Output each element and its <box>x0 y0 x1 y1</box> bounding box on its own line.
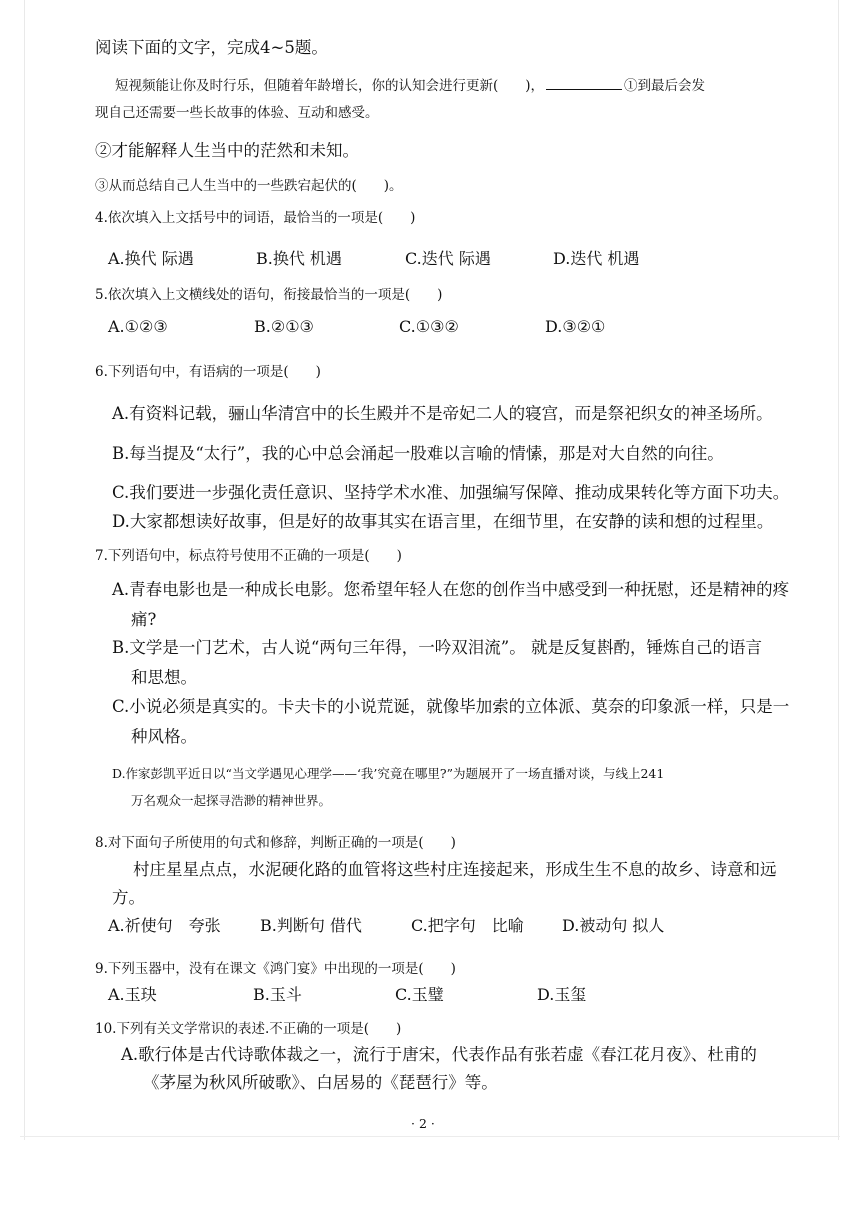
q8-option-a: A.祈使句 夸张 <box>108 916 221 935</box>
q10-option-a-line-2: 《茅屋为秋风所破歌》、白居易的《琵琶行》等。 <box>143 1073 498 1092</box>
q6-stem: 6.下列语句中，有语病的一项是( ) <box>95 364 321 380</box>
q7-option-a-line-1: A.青春电影也是一种成长电影。您希望年轻人在您的创作当中感受到一种抚慰，还是精神的疼 <box>112 580 790 599</box>
q6-option-b: B.每当提及“太行”，我的心中总会涌起一股难以言喻的情愫，那是对大自然的向往。 <box>112 444 724 463</box>
passage-sentence-3: ③从而总结自己人生当中的一些跌宕起伏的( )。 <box>95 178 403 194</box>
q7-option-a-line-2: 痛? <box>131 610 157 629</box>
q6-option-a: A.有资料记载，骊山华清宫中的长生殿并不是帝妃二人的寝宫，而是祭祀织女的神圣场所。 <box>112 404 773 423</box>
passage-intro: 阅读下面的文字，完成4~5题。 <box>95 38 328 57</box>
passage-sentence-2: ②才能解释人生当中的茫然和未知。 <box>95 141 359 160</box>
q6-option-c: C.我们要进一步强化责任意识、坚持学术水准、加强编写保障、推动成果转化等方面下功夫。 <box>112 483 790 502</box>
q8-text-line-2: 方。 <box>112 888 145 907</box>
q5-option-b: B.②①③ <box>254 317 314 336</box>
q7-option-b-line-1: B.文学是一门艺术，古人说“两句三年得，一吟双泪流”。 就是反复斟酌，锤炼自己的语言 <box>112 638 762 657</box>
q9-option-b: B.玉斗 <box>253 985 302 1004</box>
q8-option-c: C.把字句 比喻 <box>411 916 524 935</box>
q5-option-a: A.①②③ <box>108 317 168 336</box>
q8-stem: 8.对下面句子所使用的句式和修辞，判断正确的一项是( ) <box>95 835 456 851</box>
q8-option-b: B.判断句 借代 <box>260 916 362 935</box>
q4-option-c: C.迭代 际遇 <box>405 249 491 268</box>
fill-blank <box>546 74 622 90</box>
q7-option-c-line-2: 种风格。 <box>131 727 197 746</box>
q9-option-d: D.玉玺 <box>537 985 587 1004</box>
q7-option-c-line-1: C.小说必须是真实的。卡夫卡的小说荒诞，就像毕加索的立体派、莫奈的印象派一样，只是一 <box>112 697 790 716</box>
q4-option-d: D.迭代 机遇 <box>553 249 640 268</box>
q9-option-a: A.玉玦 <box>108 985 157 1004</box>
q7-stem: 7.下列语句中，标点符号使用不正确的一项是( ) <box>95 548 402 564</box>
q7-option-b-line-2: 和思想。 <box>131 668 197 687</box>
passage-line-2: 现自己还需要一些长故事的体验、互动和感受。 <box>95 105 379 121</box>
q5-option-c: C.①③② <box>399 317 459 336</box>
q7-option-d-line-1: D.作家彭凯平近日以“当文学遇见心理学——‘我’究竟在哪里?”为题展开了一场直播对谈，与线上241 <box>112 766 665 781</box>
q7-option-d-line-2: 万名观众一起探寻浩渺的精神世界。 <box>131 793 332 808</box>
q10-option-a-line-1: A.歌行体是古代诗歌体裁之一，流行于唐宋，代表作品有张若虚《春江花月夜》、杜甫的 <box>121 1045 757 1064</box>
scan-edge-bottom <box>20 1136 840 1137</box>
passage-line-1 <box>115 74 705 94</box>
passage-line-1-a: 短视频能让你及时行乐，但随着年龄增长，你的认知会进行更新( )， <box>115 78 545 94</box>
page-number: · 2 · <box>411 1116 435 1131</box>
scan-edge-left <box>24 0 25 1140</box>
q4-stem: 4.依次填入上文括号中的词语，最恰当的一项是( ) <box>95 210 416 226</box>
passage-line-1-b: ①到最后会发 <box>624 78 706 94</box>
q9-option-c: C.玉璧 <box>395 985 444 1004</box>
q10-stem: 10.下列有关文学常识的表述.不正确的一项是( ) <box>95 1021 402 1037</box>
q8-text-line-1: 村庄星星点点，水泥硬化路的血管将这些村庄连接起来，形成生生不息的故乡、诗意和远 <box>133 860 777 879</box>
q4-option-a: A.换代 际遇 <box>108 249 194 268</box>
q4-option-b: B.换代 机遇 <box>256 249 342 268</box>
q6-option-d: D.大家都想读好故事，但是好的故事其实在语言里，在细节里，在安静的读和想的过程里。 <box>112 512 774 531</box>
q9-stem: 9.下列玉器中，没有在课文《鸿门宴》中出现的一项是( ) <box>95 961 456 977</box>
q5-option-d: D.③②① <box>545 317 606 336</box>
q8-option-d: D.被动句 拟人 <box>562 916 665 935</box>
q5-stem: 5.依次填入上文横线处的语句，衔接最恰当的一项是( ) <box>95 287 443 303</box>
scan-edge-right <box>838 0 839 1140</box>
